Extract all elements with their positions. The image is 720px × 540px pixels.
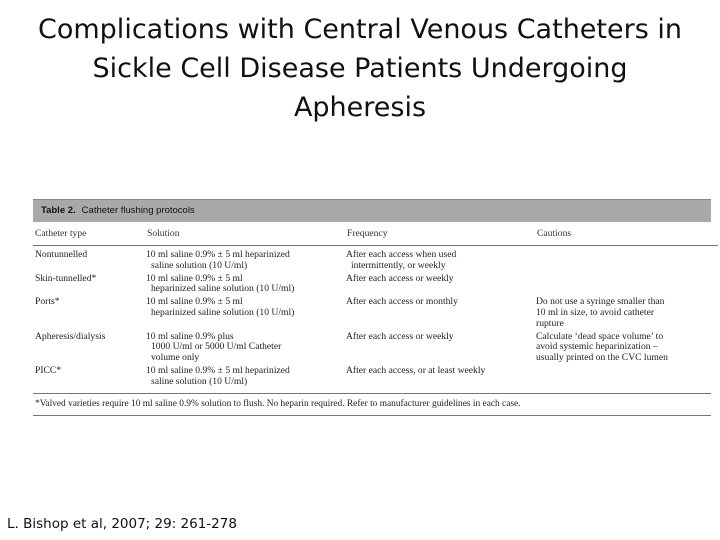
cell-line: After each access when used [346, 249, 457, 260]
cell-catheter-type: Skin-tunnelled* [35, 272, 97, 284]
citation: L. Bishop et al, 2007; 29: 261-278 [7, 516, 237, 532]
cell-line: Calculate ‘dead space volume’ to [536, 330, 664, 342]
cell-cautions [536, 332, 718, 366]
title-line: Sickle Cell Disease Patients Undergoing [92, 53, 628, 84]
table-body [33, 246, 718, 390]
cell-line: 1000 U/ml or 5000 U/ml Catheter [151, 341, 282, 353]
cell-line: 10 ml saline 0.9% ± 5 ml [146, 296, 243, 308]
cell-cautions [536, 297, 718, 331]
cell-cautions [536, 274, 718, 298]
cell-line: intermittently, or weekly [351, 259, 446, 271]
slide-title [30, 10, 690, 127]
cell-line: 10 ml in size, to avoid catheter [536, 306, 655, 318]
cell-line: 10 ml saline 0.9% plus [146, 330, 234, 342]
cell-line: rupture [536, 317, 564, 329]
table-footnote: *Valved varieties require 10 ml saline 0.9% solution to flush. No heparin required. Refer to manufacturer guidelines in each case. [35, 398, 521, 409]
cell-cautions [536, 366, 718, 390]
cell-line: 10 ml saline 0.9% ± 5 ml heparinized [146, 364, 290, 376]
table-header-row [33, 222, 718, 246]
cell-line: After each access or weekly [346, 272, 454, 284]
cell-line: 10 ml saline 0.9% ± 5 ml heparinized [146, 249, 290, 260]
cell-frequency [346, 246, 536, 274]
cell-line: Do not use a syringe smaller than [536, 296, 665, 308]
table-caption-label: Table 2. [41, 205, 76, 216]
cell-solution [146, 332, 346, 366]
table-caption-text: Catheter flushing protocols [81, 205, 195, 216]
cell-catheter-type: Nontunnelled [35, 249, 88, 260]
cell-solution [146, 366, 346, 390]
cell-frequency [346, 297, 536, 331]
table-grid [33, 222, 718, 390]
cell-solution [146, 297, 346, 331]
table-caption [33, 199, 711, 222]
cell-catheter-type: PICC* [35, 364, 62, 376]
cell-cautions [536, 246, 718, 274]
cell-line: After each access or weekly [346, 330, 454, 342]
cell-solution [146, 246, 346, 274]
cell-frequency [346, 332, 536, 366]
cell-line: saline solution (10 U/ml) [151, 259, 248, 271]
cell-line: saline solution (10 U/ml) [151, 375, 248, 387]
cell-frequency [346, 274, 536, 298]
table-row [33, 246, 718, 274]
header-cautions: Cautions [536, 222, 718, 246]
cell-line: After each access or monthly [346, 296, 458, 308]
table-row [33, 366, 718, 390]
cell-line: avoid systemic heparinization – [536, 341, 658, 353]
flushing-protocols-table [33, 199, 711, 416]
table-row [33, 332, 718, 366]
cell-catheter-type: Apheresis/dialysis [35, 330, 106, 342]
title-line: Apheresis [293, 92, 427, 123]
cell-line: After each access, or at least weekly [346, 364, 486, 376]
cell-line: heparinized saline solution (10 U/ml) [151, 283, 295, 295]
cell-frequency [346, 366, 536, 390]
cell-line: volume only [151, 352, 200, 364]
table-row [33, 297, 718, 331]
header-catheter-type: Catheter type [33, 222, 146, 246]
cell-catheter-type: Ports* [35, 296, 60, 308]
table-bottom-rule [33, 415, 711, 416]
cell-line: usually printed on the CVC lumen [536, 352, 668, 364]
table-row [33, 274, 718, 298]
title-line: Complications with Central Venous Catheters in [38, 14, 682, 45]
cell-line: 10 ml saline 0.9% ± 5 ml [146, 272, 243, 284]
header-solution: Solution [146, 222, 346, 246]
cell-line: heparinized saline solution (10 U/ml) [151, 306, 295, 318]
header-frequency: Frequency [346, 222, 536, 246]
cell-solution [146, 274, 346, 298]
